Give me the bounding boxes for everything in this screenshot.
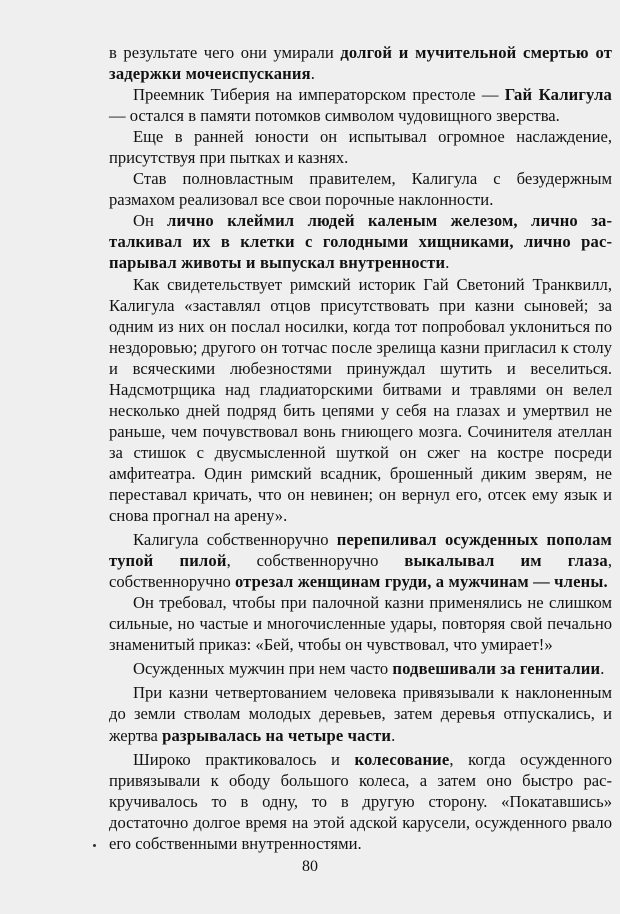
text-run: . <box>445 253 450 273</box>
paragraph <box>109 84 612 126</box>
text-run: Он требовал, чтобы при палочной казни применялись не слишком сильные, но частые и многочисленные удары, повторяя свой печально знаменитый приказ: «Бей, чтобы он чувствовал, что умирает!» <box>109 593 612 655</box>
emphasized-text: долгой и мучительной смертью от задержки мочеиспускания <box>109 43 612 84</box>
emphasized-text: колесование <box>354 749 450 769</box>
text-run: . <box>600 659 605 679</box>
text-run: Он <box>133 211 168 231</box>
emphasized-text: подвешивали за гениталии <box>392 659 601 679</box>
paragraph <box>109 749 612 854</box>
text-run: . <box>310 64 315 84</box>
text-run: , когда осужденного привязывали к ободу большого колеса, а затем оно быстро раскручивалось то в одну, то в другую сторону. «Покатавшись» достаточно долгое время на этой адской карусели, осужденного рвало его собственными внутренностями. <box>109 749 613 853</box>
text-run: Калигула собственноручно <box>133 530 337 550</box>
text-run: — остался в памяти потомков символом чудовищного зверства. <box>109 106 560 126</box>
text-run: . <box>391 725 396 745</box>
emphasized-text: Гай Калигула <box>504 85 612 105</box>
emphasized-text: выкалывал им глаза <box>404 551 608 571</box>
text-run: Еще в ранней юности он испытывал огромное наслаждение, присутствуя при пытках и казнях. <box>109 127 612 168</box>
paragraph <box>109 42 612 84</box>
paragraph <box>109 274 612 527</box>
paragraph <box>109 682 612 745</box>
text-run: Осужденных мужчин при нем часто <box>133 659 393 679</box>
paragraph <box>109 529 612 592</box>
text-run: в результате чего они умирали <box>109 43 341 62</box>
paragraph <box>109 126 612 168</box>
page-number: 80 <box>302 858 318 875</box>
emphasized-text: перепиливал осужденных пополам тупой пилой <box>109 530 612 571</box>
text-run: , собственноручно <box>226 551 405 571</box>
text-run: Став полновластным правителем, Калигула с безудержным размахом реализовал все свои порочные наклонности. <box>109 169 612 210</box>
text-run: Широко практиковалось и <box>133 749 355 769</box>
text-run: , собственноручно <box>109 551 612 592</box>
body-text <box>109 42 612 854</box>
scan-speck <box>93 844 96 847</box>
text-run: Как свидетельствует римский историк Гай Светоний Транквилл, Калигула «заставлял отцов присутствовать при казни сыновей; за одним из них он послал носилки, когда тот попробовал уклониться по нездоровью; другого он тотчас после зрелища казни пригласил к столу и всяческими любезностями принуждал шутить и веселиться. Надсмотрщика над гладиаторскими битвами и травлями он велел несколько дней подряд бить цепями у себя на глазах и умертвил не раньше, чем почувствовал вонь гниющего мозга. Сочинителя ателлан за стишок с двусмысленной шуткой он сжег на костре посреди амфитеатра. Один римский всадник, брошенный диким зверям, не переставал кричать, что он невинен; он вернул его, отсек ему язык и снова прогнал на арену». <box>109 274 612 526</box>
paragraph <box>109 658 612 679</box>
text-run: При казни четвертованием человека привязывали к наклоненным до земли стволам молодых деревьев, затем деревья отпускались, и жертва <box>109 683 612 745</box>
paragraph <box>109 210 612 273</box>
emphasized-text: лично клеймил людей каленым железом, лично заталкивал их в клетки с голодными хищниками, лично распарывал животы и выпускал внутренности <box>109 211 612 273</box>
paragraph <box>109 168 612 210</box>
text-run: Преемник Тиберия на императорском престоле — <box>133 85 505 105</box>
paragraph <box>109 592 612 655</box>
emphasized-text: разрывалась на четыре части <box>162 725 392 745</box>
emphasized-text: отрезал женщинам груди, а мужчинам — члены. <box>234 572 608 592</box>
